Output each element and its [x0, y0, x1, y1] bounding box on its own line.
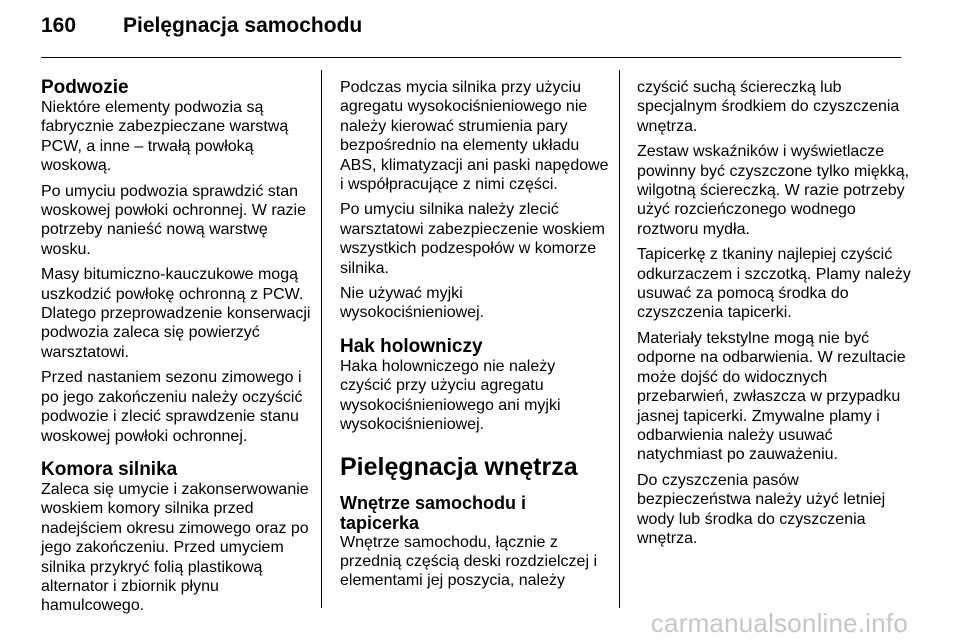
heading-hak-holowniczy: Hak holowniczy [340, 335, 483, 357]
paragraph: Podczas mycia silnika przy użyciu agregatu wysokociśnieniowego nie należy kierować strumienia pary bezpośrednio na elementy układu ABS, klimatyzacji ani paski napędowe i współpracujące z nimi części. [340, 79, 609, 194]
paragraph: Zestaw wskaźników i wyświetlacze powinny być czyszczone tylko miękką, wilgotną ściereczką. W razie potrzeby użyć rozcieńczonego wodnego roztworu mydła. [637, 143, 910, 238]
paragraph: Haka holowniczego nie należy czyścić przy użyciu agregatu wysokociśnieniowego ani myjki wysokociśnieniowej. [340, 357, 561, 434]
column-1 [41, 78, 313, 622]
column-divider-1 [321, 70, 322, 608]
heading-pielegnacja-wnetrza: Pielęgnacja wnętrza [340, 452, 578, 481]
column-2 [340, 78, 610, 597]
paragraph: Przed nastaniem sezonu zimowego i po jego zakończeniu należy oczyścić podwozie i zlecić sprawdzenie stanu woskowej powłoki ochronnej. [41, 369, 303, 445]
paragraph: Nie używać myjki wysokociśnieniowej. [340, 285, 485, 322]
watermark-text: carmanualsonline.info [650, 608, 908, 638]
paragraph: czyścić suchą ściereczką lub specjalnym środkiem do czyszczenia wnętrza. [637, 79, 900, 135]
heading-wnetrze-tapicerka: Wnętrze samochodu i tapicerka [340, 492, 527, 533]
heading-komora-silnika: Komora silnika [41, 458, 178, 480]
column-3 [637, 78, 912, 554]
paragraph: Tapicerkę z tkaniny najlepiej czyścić odkurzaczem i szczotką. Plamy należy usuwać za pomocą środka do czyszczenia tapicerki. [637, 246, 911, 322]
paragraph: Wnętrze samochodu, łącznie z przednią częścią deski rozdzielczej i elementami jej poszycia, należy [340, 533, 597, 590]
paragraph: Niektóre elementy podwozia są fabrycznie zabezpieczane warstwą PCW, a inne – trwałą powłoką woskową. [41, 99, 289, 175]
paragraph: Zaleca się umycie i zakonserwowanie woskiem komory silnika przed nadejściem okresu zimowego oraz po jego zakończeniu. Przed umyciem silnika przykryć folią plastikową alternator i zbiornik płynu hamulcowego. [41, 480, 309, 615]
header-divider [41, 57, 901, 58]
page-number: 160 [41, 14, 77, 37]
column-divider-2 [619, 70, 620, 608]
running-title: Pielęgnacja samochodu [123, 14, 363, 37]
paragraph: Do czyszczenia pasów bezpieczeństwa należy użyć letniej wody lub środka do czyszczenia wnętrza. [637, 471, 886, 547]
page-header [41, 14, 901, 54]
heading-podwozie: Podwozie [41, 77, 129, 98]
paragraph: Masy bitumiczno-kauczukowe mogą uszkodzić powłokę ochronną z PCW. Dlatego przeprowadzenie konserwacji podwozia zaleca się powierzyć warsztatowi. [41, 266, 311, 361]
paragraph: Po umyciu silnika należy zlecić warsztatowi zabezpieczenie woskiem wszystkich podzespołów w komorze silnika. [340, 201, 605, 277]
paragraph: Materiały tekstylne mogą nie być odporne na odbarwienia. W rezultacie może dojść do widocznych przebarwień, zwłaszcza w przypadku jasnej tapicerki. Zmywalne plamy i odbarwienia należy usuwać natychmiast po zauważeniu. [637, 329, 906, 464]
paragraph: Po umyciu podwozia sprawdzić stan woskowej powłoki ochronnej. W razie potrzeby nanieść nową warstwę wosku. [41, 182, 306, 258]
